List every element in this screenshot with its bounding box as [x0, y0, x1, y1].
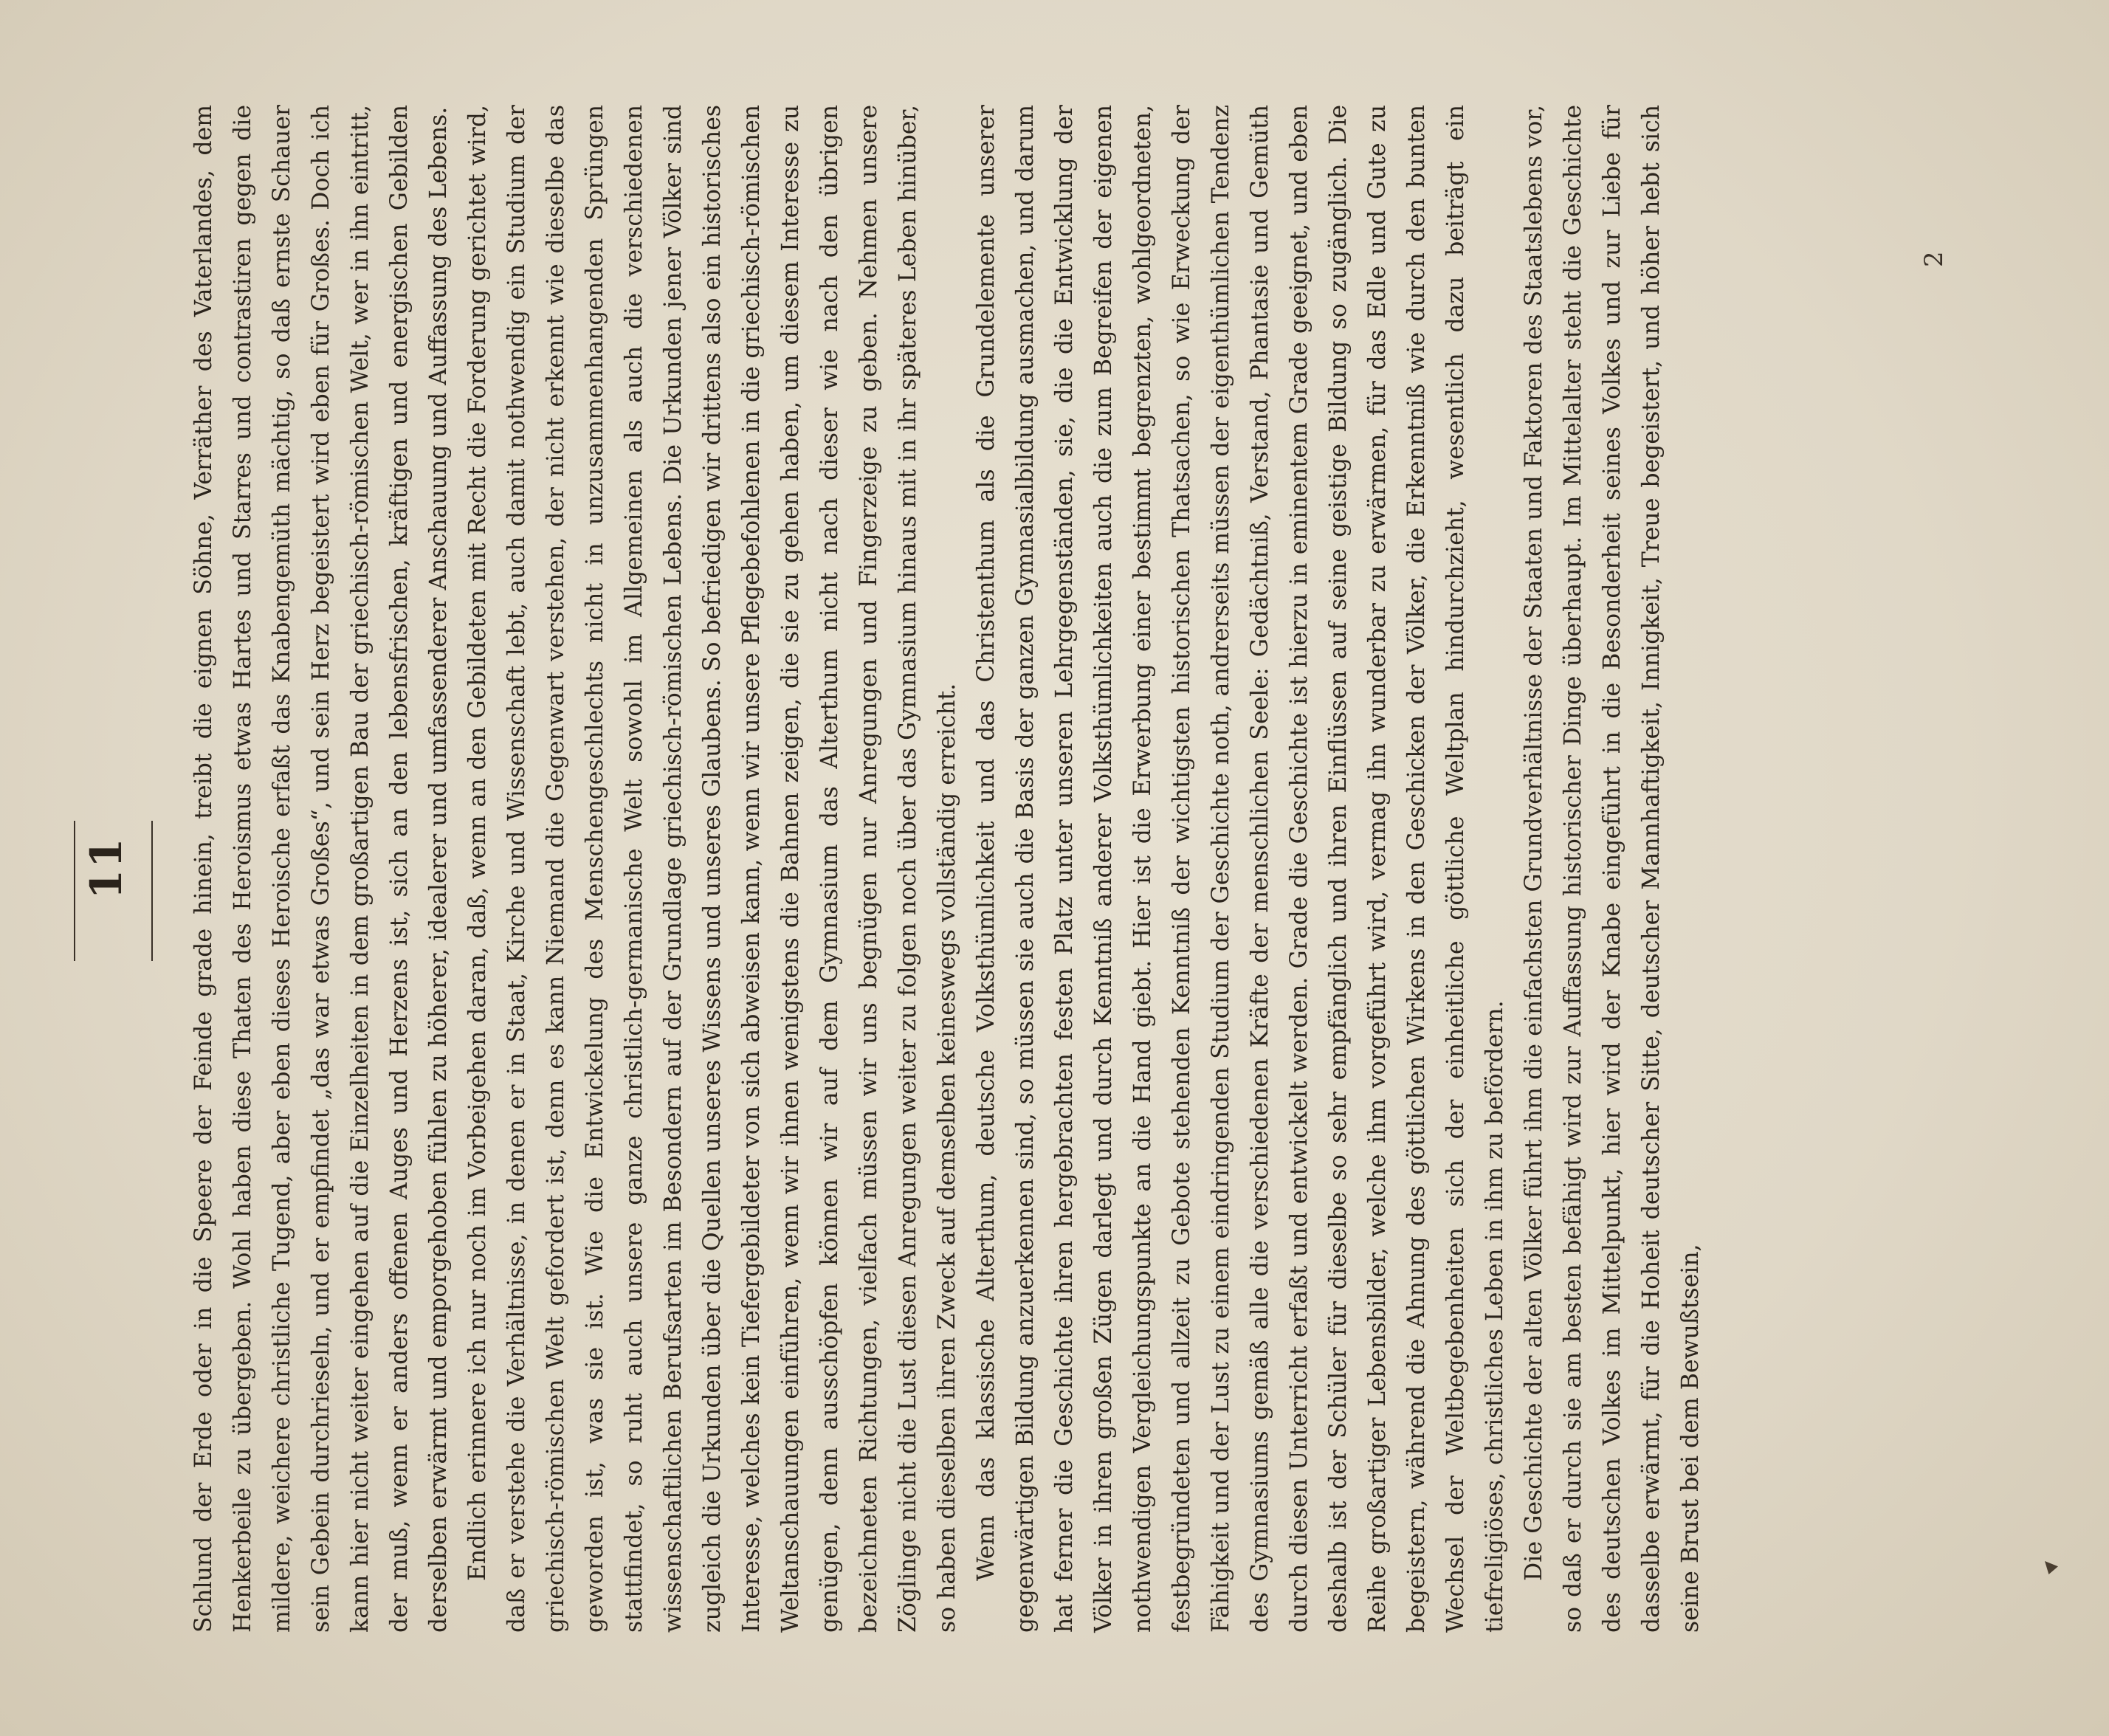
header-rule-top	[74, 821, 75, 961]
paragraph: Wenn das klassische Alterthum, deutsche Volksthümlichkeit und das Christenthum als die Grundelemente unserer gegenwärtigen Bildung anzuerkennen sind, so müssen sie auch die Basis der ganzen Gymnasialbildung ausmachen, und darum hat ferner die Geschichte ihren hergebrachten festen Platz unter unseren Lehrgegenständen, sie, die die Entwicklung der Völker in ihren großen Zügen darlegt und durch Kenntniß anderer Volksthümlichkeiten auch die zum Begreifen der eigenen nothwendigen Vergleichungspunkte an die Hand giebt. Hier ist die Erwerbung einer bestimmt begrenzten, wohlgeordneten, festbegründeten und allzeit zu Gebote stehenden Kenntniß der wichtigsten historischen Thatsachen, so wie Erweckung der Fähigkeit und der Lust zu einem eindringenden Studium der Geschichte noth, andrerseits müssen der eigenthümlichen Tendenz des Gymnasiums gemäß alle die verschiedenen Kräfte der menschlichen Seele: Gedächtniß, Verstand, Phantasie und Gemüth durch diesen Unterricht erfaßt und entwickelt werden. Grade die Geschichte ist hierzu in eminentem Grade geeignet, und eben deshalb ist der Schüler für dieselbe so sehr empfänglich und ihren Einflüssen auf seine geistige Bildung so zugänglich. Die Reihe großartiger Lebensbilder, welche ihm vorgeführt wird, vermag ihn wunderbar zu erwärmen, für das Edle und Gute zu begeistern, während die Ahnung des göttlichen Wirkens in den Geschicken der Völker, die Erkenntniß wie durch den bunten Wechsel der Weltbegebenheiten sich der einheitliche göttliche Weltplan hindurchzieht, wesentlich dazu beiträgt ein tiefreligiöses, christliches Leben in ihm zu befördern.	[973, 105, 1508, 1633]
paragraph: Die Geschichte der alten Völker führt ihm die einfachsten Grundverhältnisse der Staaten und Faktoren des Staatslebens vor, so daß er durch sie am besten befähigt wird zur Auffassung historischer Dinge überhaupt. Im Mittelalter steht die Geschichte des deutschen Volkes im Mittelpunkt, hier wird der Knabe eingeführt in die Besonderheit seines Volkes und zur Liebe für dasselbe erwärmt, für die Hoheit deutscher Sitte, deutscher Mannhaftigkeit, Innigkeit, Treue begeistert, und höher hebt sich seine Brust bei dem Bewußtsein,	[1521, 105, 1704, 1633]
paragraph: Endlich erinnere ich nur noch im Vorbeigehen daran, daß, wenn an den Gebildeten mit Recht die Forderung gerichtet wird, daß er verstehe die Verhältnisse, in denen er in Staat, Kirche und Wissenschaft lebt, auch damit nothwendig ein Studium der griechisch-römischen Welt gefordert ist, denn es kann Niemand die Gegenwart verstehen, der nicht erkennt wie dieselbe das geworden ist, was sie ist. Wie die Entwickelung des Menschengeschlechts nicht in unzusammenhangenden Sprüngen stattfindet, so ruht auch unsere ganze christlich-germanische Welt sowohl im Allgemeinen als auch die verschiedenen wissenschaftlichen Berufsarten im Besondern auf der Grundlage griechisch-römischen Lebens. Die Urkunden jener Völker sind zugleich die Urkunden über die Quellen unseres Wissens und unseres Glaubens. So befriedigen wir drittens also ein historisches Interesse, welches kein Tiefergebildeter von sich abweisen kann, wenn wir unsere Pflegebefohlenen in die griechisch-römischen Weltanschauungen einführen, wenn wir ihnen wenigstens die Bahnen zeigen, die sie zu gehen haben, um diesem Interesse zu genügen, denn ausschöpfen können wir auf dem Gymnasium das Alterthum nicht nach dieser wie nach den übrigen bezeichneten Richtungen, vielfach müssen wir uns begnügen nur Anregungen und Fingerzeige zu geben. Nehmen unsere Zöglinge nicht die Lust diesen Anregungen weiter zu folgen noch über das Gymnasium hinaus mit in ihr späteres Leben hinüber, so haben dieselben ihren Zweck auf demselben keineswegs vollständig erreicht.	[464, 105, 960, 1633]
page-number: 11	[81, 836, 131, 900]
header-rule-bottom	[151, 821, 153, 961]
paragraph: Schlund der Erde oder in die Speere der Feinde grade hinein, treibt die eignen Söhne, Verräther des Vaterlandes, dem Henkerbeile zu übergeben. Wohl haben diese Thaten des Heroismus etwas Hartes und Starres und contrastiren gegen die mildere, weichere christliche Tugend, aber eben dieses Heroische erfaßt das Knabengemüth mächtig, so daß ernste Schauer sein Gebein durchrieseln, und er empfindet „das war etwas Großes“, und sein Herz begeistert wird eben für Großes. Doch ich kann hier nicht weiter eingehen auf die Einzelheiten in dem großartigen Bau der griechisch-römischen Welt, wer in ihn eintritt, der muß, wenn er anders offenen Auges und Herzens ist, sich an den lebensfrischen, kräftigen und energischen Gebilden derselben erwärmt und emporgehoben fühlen zu höherer, idealerer und umfassenderer Anschauung und Auffassung des Lebens.	[190, 105, 452, 1633]
signature-mark: 2	[1919, 251, 1949, 267]
page-header	[81, 0, 131, 1736]
body-text	[185, 105, 1919, 1633]
